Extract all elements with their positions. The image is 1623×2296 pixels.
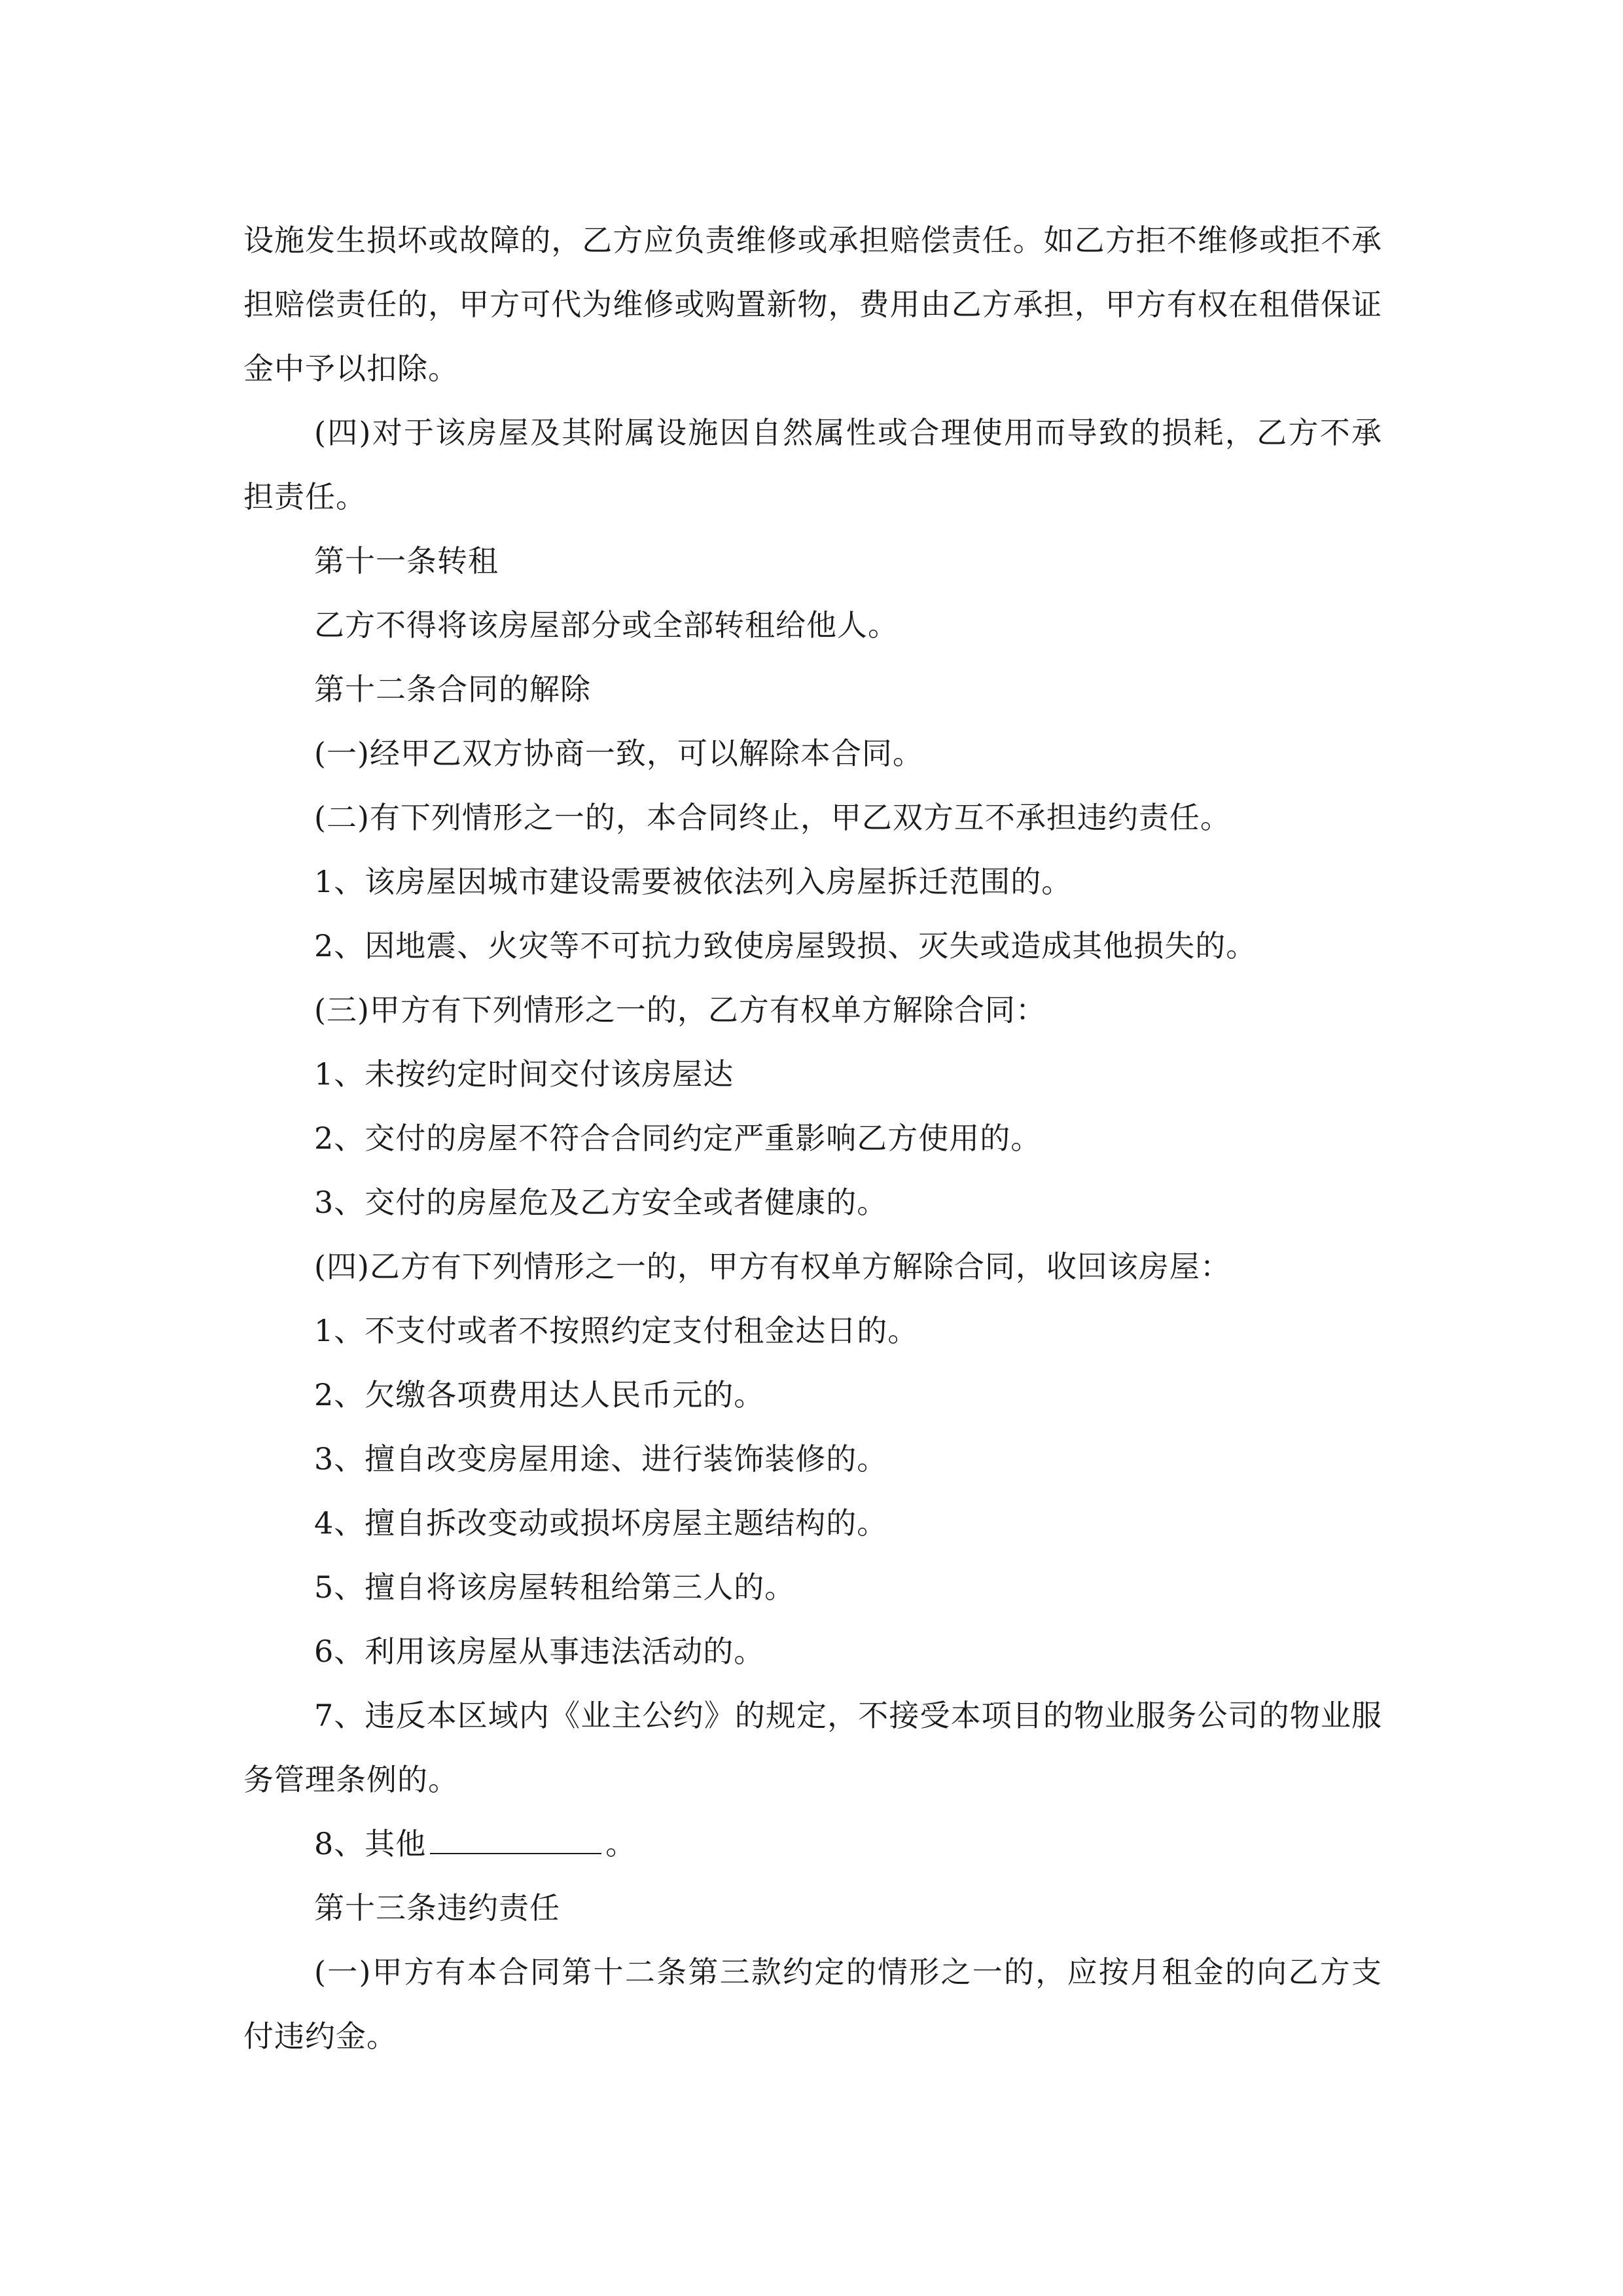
list-item-other — [243, 1812, 1382, 1876]
list-item: 1、不支付或者不按照约定支付租金达日的。 — [314, 1313, 919, 1348]
list-item: 3、交付的房屋危及乙方安全或者健康的。 — [314, 1185, 888, 1220]
section-heading: 第十一条转租 — [314, 543, 499, 579]
document-body — [243, 208, 1382, 2068]
paragraph: (四)乙方有下列情形之一的，甲方有权单方解除合同，收回该房屋： — [314, 1249, 1231, 1284]
list-item: 7、违反本区域内《业主公约》的规定，不接受本项目的物业服务公司的物业服务管理条例的。 — [243, 1698, 1382, 1797]
other-suffix: 。 — [605, 1826, 637, 1861]
paragraph: (四)对于该房屋及其附属设施因自然属性或合理使用而导致的损耗，乙方不承担责任。 — [243, 415, 1382, 514]
paragraph: (一)经甲乙双方协商一致，可以解除本合同。 — [314, 736, 923, 771]
section-heading: 第十二条合同的解除 — [314, 672, 591, 707]
list-item: 4、擅自拆改变动或损坏房屋主题结构的。 — [314, 1505, 888, 1541]
list-item: 3、擅自改变房屋用途、进行装饰装修的。 — [314, 1441, 888, 1477]
list-item: 2、欠缴各项费用达人民币元的。 — [314, 1377, 765, 1412]
fill-in-blank — [430, 1827, 601, 1854]
paragraph: (二)有下列情形之一的，本合同终止，甲乙双方互不承担违约责任。 — [314, 800, 1231, 835]
list-item: 2、交付的房屋不符合合同约定严重影响乙方使用的。 — [314, 1121, 1042, 1156]
other-prefix: 8、其他 — [314, 1826, 427, 1861]
list-item: 1、该房屋因城市建设需要被依法列入房屋拆迁范围的。 — [314, 864, 1073, 899]
list-item: 1、未按约定时间交付该房屋达 — [314, 1056, 734, 1092]
section-heading: 第十三条违约责任 — [314, 1890, 560, 1926]
paragraph: 设施发生损坏或故障的，乙方应负责维修或承担赔偿责任。如乙方拒不维修或拒不承担赔偿责任的，甲方可代为维修或购置新物，费用由乙方承担，甲方有权在租借保证金中予以扣除。 — [243, 223, 1382, 386]
list-item: 2、因地震、火灾等不可抗力致使房屋毁损、灭失或造成其他损失的。 — [314, 928, 1257, 963]
paragraph: 乙方不得将该房屋部分或全部转租给他人。 — [314, 607, 899, 643]
paragraph: (三)甲方有下列情形之一的，乙方有权单方解除合同： — [314, 992, 1046, 1028]
paragraph: (一)甲方有本合同第十二条第三款约定的情形之一的，应按月租金的向乙方支付违约金。 — [243, 1954, 1382, 2054]
list-item: 5、擅自将该房屋转租给第三人的。 — [314, 1570, 796, 1605]
list-item: 6、利用该房屋从事违法活动的。 — [314, 1634, 765, 1669]
